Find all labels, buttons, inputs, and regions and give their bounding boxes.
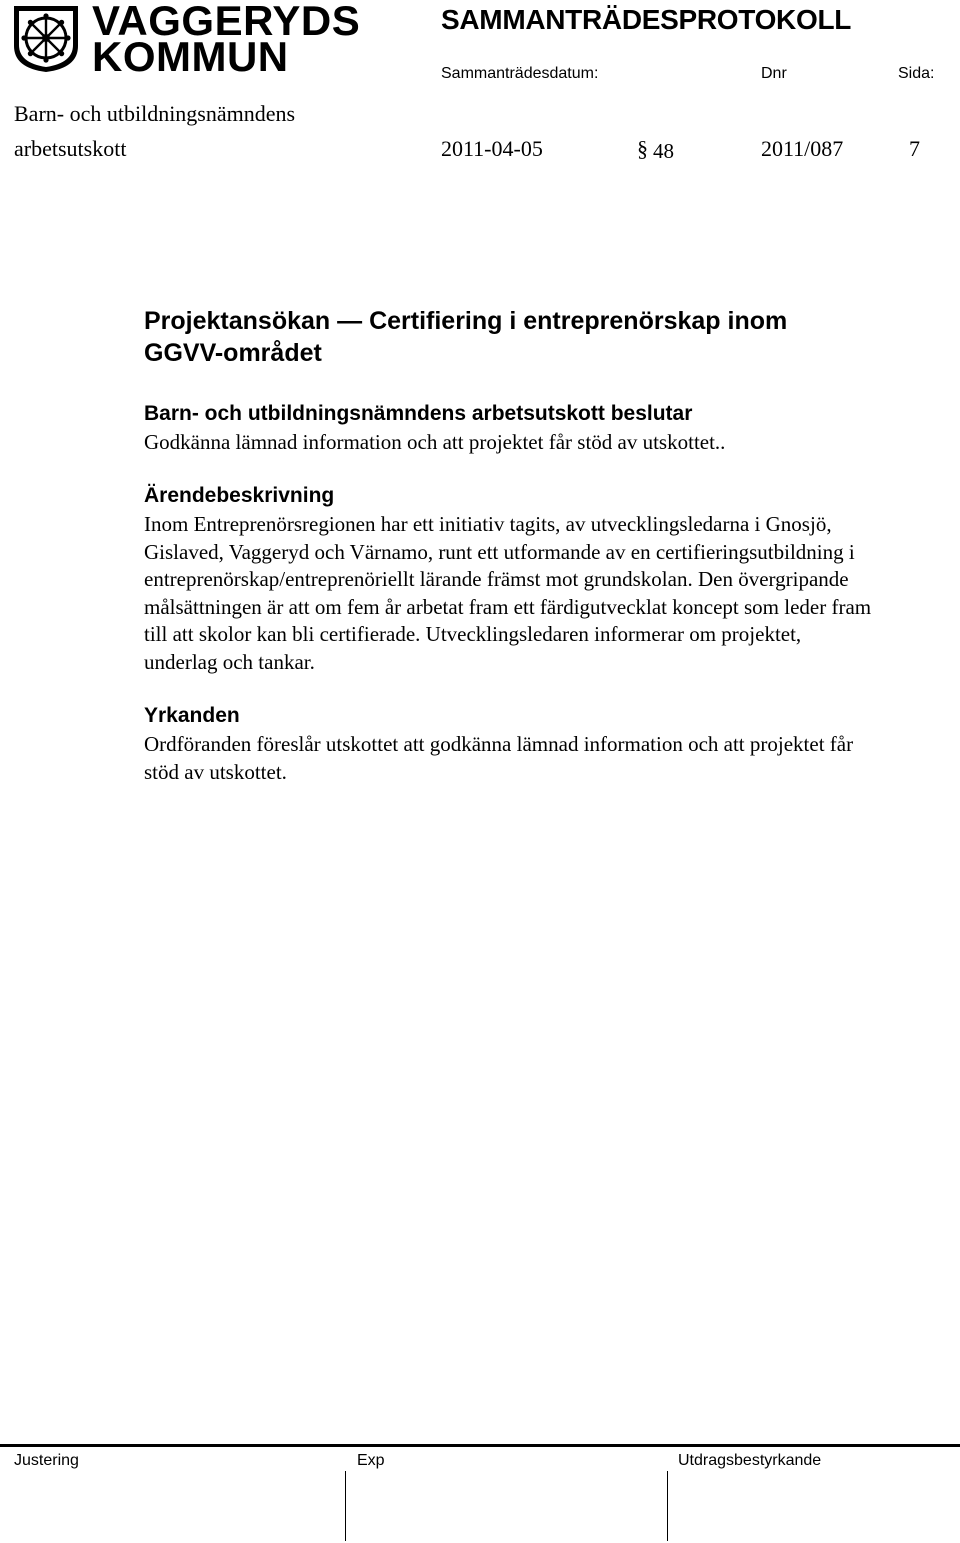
body-name-line2: arbetsutskott: [14, 136, 127, 161]
date-label: Sammanträdesdatum:: [441, 65, 599, 82]
page-label: Sida:: [898, 65, 935, 82]
motion-text: Ordföranden föreslår utskottet att godkänna lämnad information och att projektet får stöd av utskottet.: [144, 732, 854, 784]
document-title: SAMMANTRÄDESPROTOKOLL: [441, 4, 852, 35]
page-number: 7: [909, 136, 920, 161]
item-title-line1: Projektansökan — Certifiering i entreprenörskap inom: [144, 307, 788, 335]
footer-divider: [0, 1444, 960, 1447]
decision-heading: Barn- och utbildningsnämndens arbetsutskott beslutar: [144, 402, 693, 425]
description-heading: Ärendebeskrivning: [144, 484, 335, 507]
item-title-line2: GGVV-området: [144, 339, 322, 367]
footer-divider-2: [667, 1471, 668, 1541]
footer-justering-label: Justering: [14, 1452, 79, 1469]
dnr-label: Dnr: [761, 65, 787, 82]
section-number: 48: [653, 139, 674, 163]
section-symbol: §: [637, 136, 648, 161]
wheel-crest-icon: [10, 2, 82, 74]
description-text: Inom Entreprenörsregionen har ett initiativ tagits, av utvecklingsledarna i Gnosjö, Gislaved, Vaggeryd och Värnamo, runt ett utformande av en certifieringsutbildning i entreprenörskap/entreprenöriellt lärande främst mot grundskolan. Den övergripande målsättningen är att om fem år arbetat fram ett färdigutvecklat koncept som leder fram till att skolor kan bli certifierade. Utvecklingsledaren informerar om projektet, underlag och tankar.: [144, 512, 872, 674]
footer-divider-1: [345, 1471, 346, 1541]
meeting-date: 2011-04-05: [441, 136, 543, 161]
footer-utdrag-label: Utdragsbestyrkande: [678, 1452, 822, 1469]
dnr-value: 2011/087: [761, 136, 844, 161]
logo-name-line1: VAGGERYDS: [92, 0, 361, 44]
motion-heading: Yrkanden: [144, 704, 240, 727]
decision-text: Godkänna lämnad information och att projektet får stöd av utskottet..: [144, 430, 726, 454]
footer-exp-label: Exp: [357, 1452, 385, 1469]
body-name-line1: Barn- och utbildningsnämndens: [14, 101, 296, 126]
logo-name-line2: KOMMUN: [92, 33, 289, 80]
